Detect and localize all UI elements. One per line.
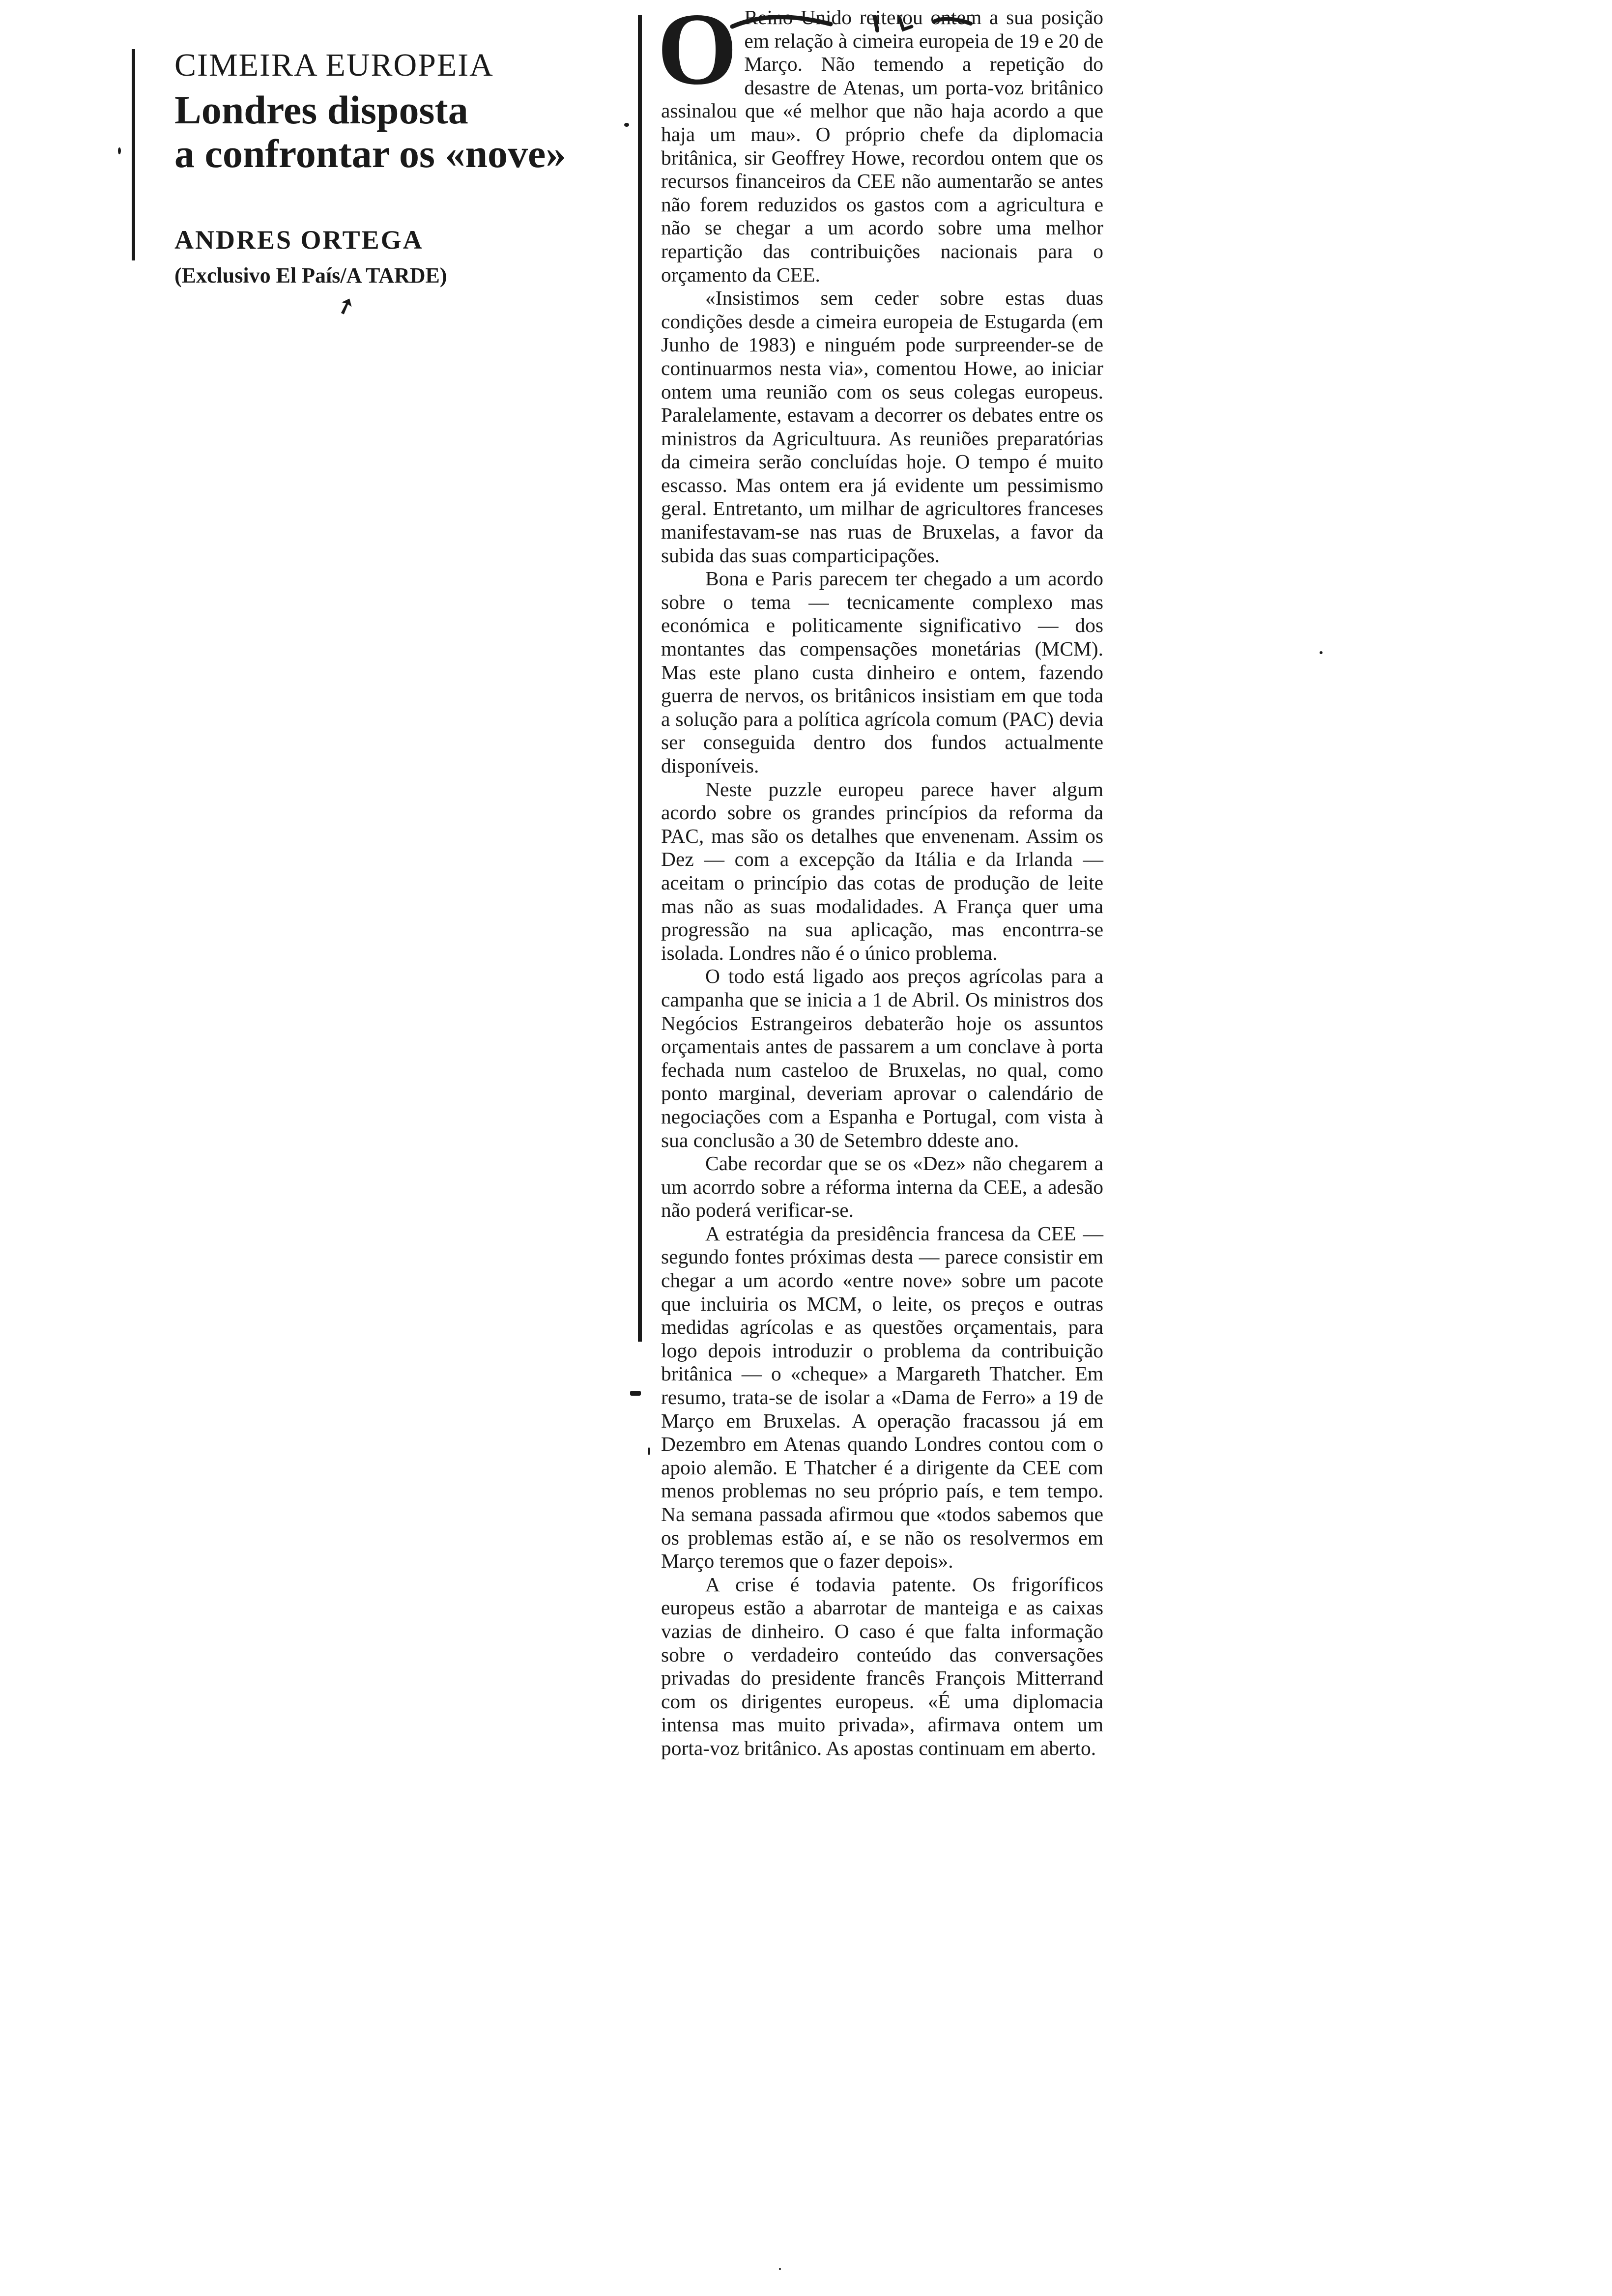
- section-kicker: CIMEIRA EUROPEIA: [174, 47, 494, 83]
- paragraph-text: Reino Unido reiterou ontem a sua posição em relação à cimeira europeia de 19 e 20 de Março. Não temendo a repetição do desastre de Atenas, um porta-voz britânico assinalou que «é melhor que não haja acordo a que haja um mau». O próprio chefe da diplomacia britânica, sir Geoffrey Howe, recordou ontem que os recursos financeiros da CEE não aumentarão se antes não forem reduzidos os gastos com a agricultura e não se chegar a um acordo sobre uma melhor repartição das contribuições nacionais para o orçamento da CEE.: [661, 6, 1103, 286]
- scan-speck: [624, 123, 629, 127]
- article-paragraph-8: A crise é todavia patente. Os frigoríficos europeus estão a abarrotar de manteiga e as caixas vazias de dinheiro. O caso é que falta informação sobre o verdadeiro conteúdo das conversações privadas do presidente francês François Mitterrand com os dirigentes europeus. «É uma diplomacia intensa mas muito privada», afirmava ontem um porta-voz britânico. As apostas continuam em aberto.: [661, 1573, 1103, 1759]
- credit-text: (Exclusivo El País/A TARDE): [174, 263, 447, 288]
- article-body: [657, 0, 1103, 1760]
- article-paragraph-5: O todo está ligado aos preços agrícolas para a campanha que se inicia a 1 de Abril. Os ministros dos Negócios Estrangeiros debaterão hoje os assuntos orçamentais antes de passarem a um conclave à porta fechada num casteloo de Bruxelas, no qual, como ponto marginal, deveriam aprovar o calendário de negociações com a Espanha e Portugal, com vista à sua conclusão a 30 de Setembro ddeste ano.: [661, 965, 1103, 1151]
- header-vertical-rule: [132, 49, 135, 260]
- scan-speck: [1320, 651, 1323, 654]
- drop-cap: O: [657, 0, 738, 106]
- pen-mark-icon: ➚: [333, 291, 359, 320]
- article-header: [174, 47, 617, 320]
- article-paragraph-6: Cabe recordar que se os «Dez» não chegarem a um acorrdo sobre a réforma interna da CEE, a adesão não poderá verificar-se.: [661, 1152, 1103, 1222]
- article-paragraph-1: [657, 0, 1103, 287]
- credit-line: [174, 263, 617, 320]
- headline: [174, 88, 617, 175]
- scan-speck: [630, 1391, 641, 1396]
- scan-speck: [118, 147, 121, 154]
- column-rule: [638, 15, 642, 1342]
- byline: ANDRES ORTEGA: [174, 225, 424, 255]
- scan-speck: [779, 2268, 781, 2270]
- article-paragraph-4: Neste puzzle europeu parece haver algum acordo sobre os grandes princípios da reforma da PAC, mas são os detalhes que envenenam. Assim os Dez — com a excepção da Itália e da Irlanda — aceitam o princípio das cotas de produção de leite mas não as suas modalidades. A França quer uma progressão na sua aplicação, mas encontrra-se isolada. Londres não é o único problema.: [661, 777, 1103, 964]
- scan-speck: [648, 1447, 650, 1455]
- article-paragraph-3: Bona e Paris parecem ter chegado a um acordo sobre o tema — tecnicamente complexo mas económica e politicamente significativo — dos montantes das compensações monetárias (MCM). Mas este plano custa dinheiro e ontem, fazendo guerra de nervos, os britânicos insistiam em que toda a solução para a política agrícola comum (PAC) devia ser conseguida dentro dos fundos actualmente disponíveis.: [661, 567, 1103, 777]
- headline-line-1: Londres disposta: [174, 87, 468, 132]
- article-paragraph-2: «Insistimos sem ceder sobre estas duas condições desde a cimeira europeia de Estugarda (em Junho de 1983) e ninguém pode surpreender-se de continuarmos nesta via», comentou Howe, ao iniciar ontem uma reunião com os seus colegas europeus. Paralelamente, estavam a decorrer os debates entre os ministros da Agricultuura. As reuniões preparatórias da cimeira serão concluídas hoje. O tempo é muito escasso. Mas ontem era já evidente um pessimismo geral. Entretanto, um milhar de agricultores franceses manifestavam-se nas ruas de Bruxelas, a favor da subida das suas comparticipações.: [661, 287, 1103, 567]
- article-paragraph-7: A estratégia da presidência francesa da CEE — segundo fontes próximas desta — parece consistir em chegar a um acordo «entre nove» sobre um pacote que incluiria os MCM, o leite, os preços e outras medidas agrícolas e as questões orçamentais, para logo depois introduzir o problema da contribuição britânica — o «cheque» a Margareth Thatcher. Em resumo, trata-se de isolar a «Dama de Ferro» a 19 de Março em Bruxelas. A operação fracassou já em Dezembro em Atenas quando Londres contou com o apoio alemão. E Thatcher é a dirigente da CEE com menos problemas no seu próprio país, e tem tempo. Na semana passada afirmou que «todos sabemos que os problemas estão aí, e se não os resolvermos em Março teremos que o fazer depois».: [661, 1222, 1103, 1573]
- headline-line-2: a confrontar os «nove»: [174, 131, 566, 176]
